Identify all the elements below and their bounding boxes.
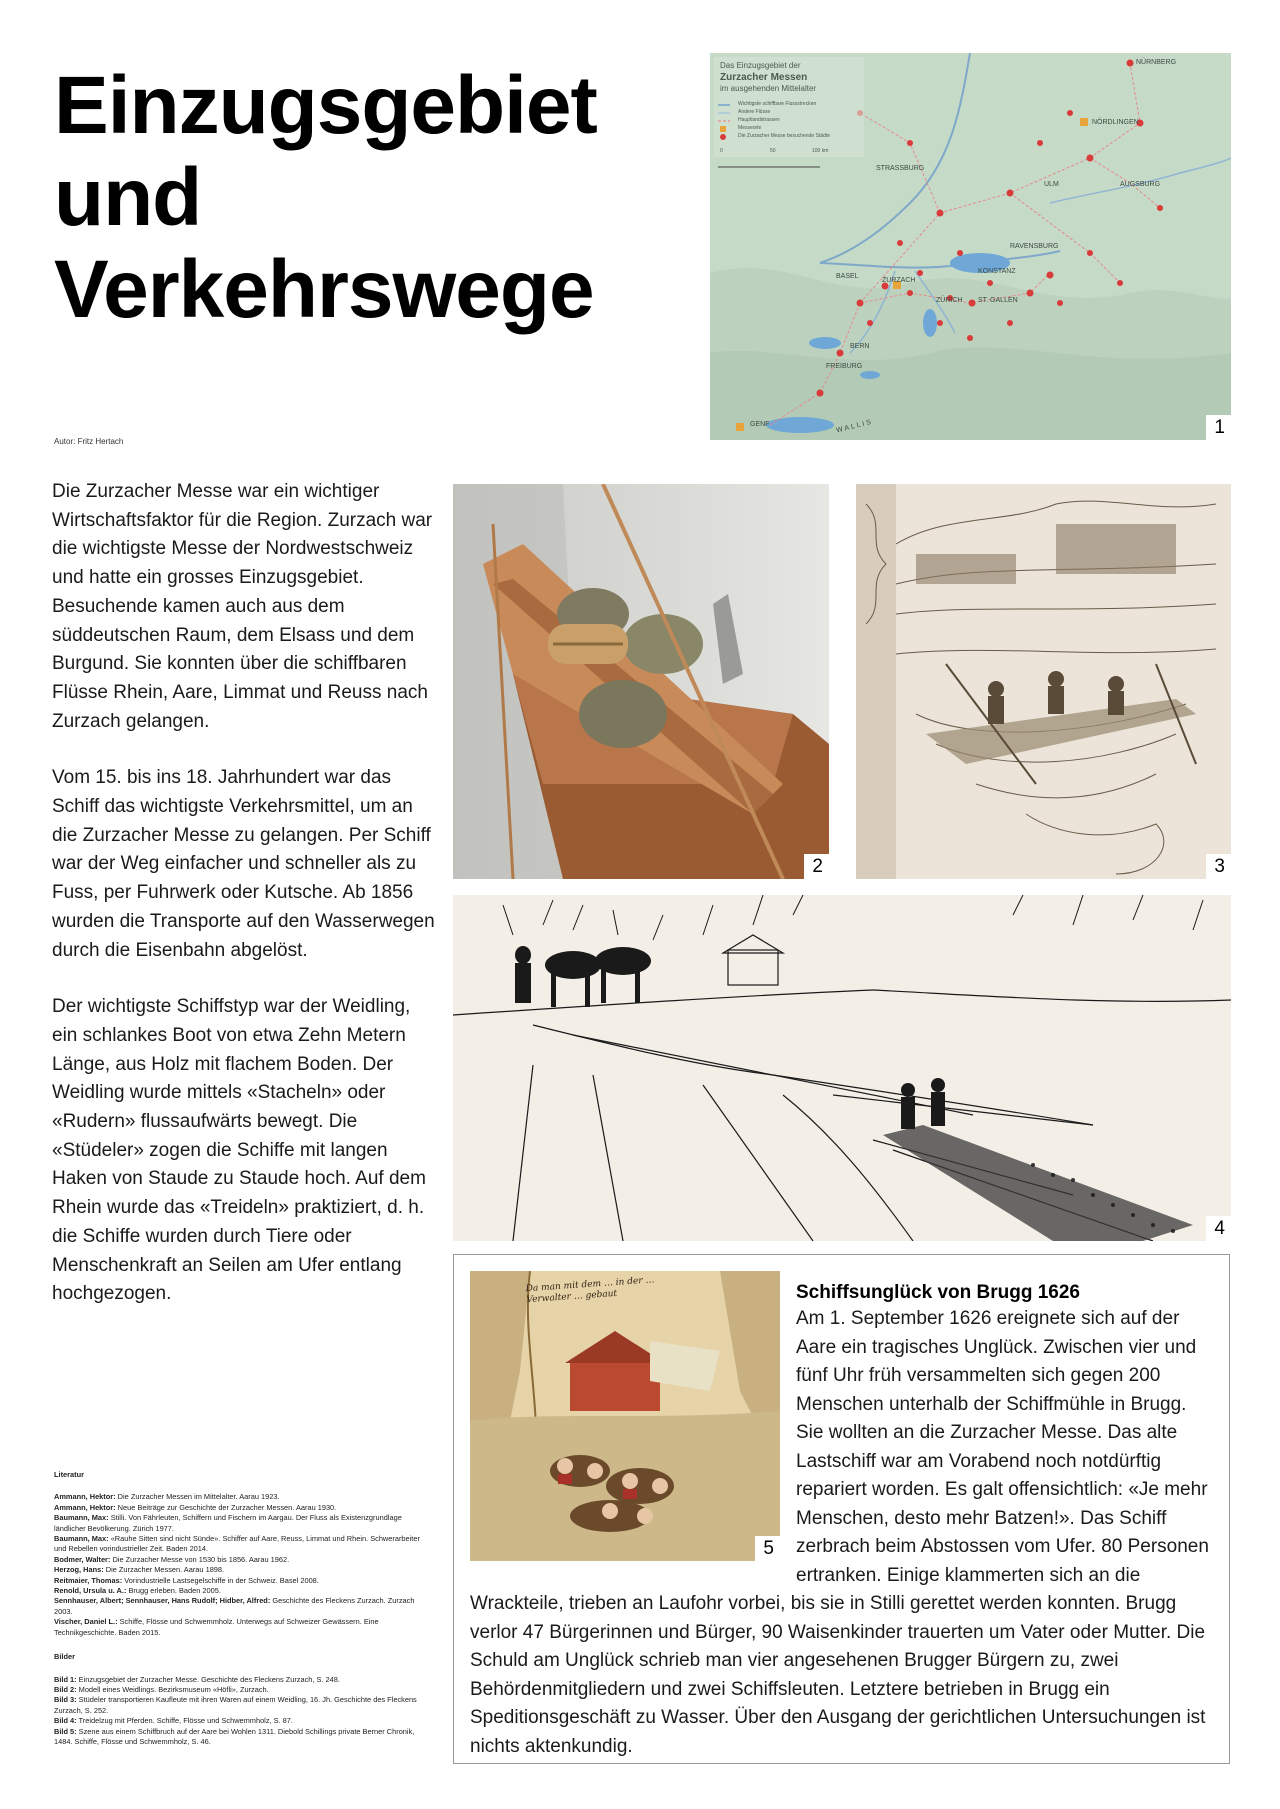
shipwreck-box — [453, 1254, 1230, 1764]
map-heading-sub: im ausgehenden Mittelalter — [720, 84, 817, 93]
bild-text: Modell eines Weidlings. Bezirksmuseum «Höfli», Zurzach. — [78, 1684, 269, 1694]
boat-model-illustration — [453, 484, 829, 879]
ref-text: Die Zurzacher Messe von 1530 bis 1856. Aarau 1962. — [112, 1554, 290, 1564]
figure-number: 4 — [1206, 1216, 1231, 1241]
literatur-item — [54, 1565, 426, 1575]
title-line-3: Verkehrswege — [54, 244, 594, 335]
city-label: KONSTANZ — [978, 268, 1016, 275]
author-credit: Autor: Fritz Hertach — [54, 437, 124, 446]
ref-text: Die Zurzacher Messen im Mittelalter. Aarau 1923. — [117, 1492, 280, 1502]
page-title — [54, 60, 597, 336]
map-heading-big: Zurzacher Messen — [720, 72, 808, 83]
ref-author: Sennhauser, Albert; Sennhauser, Hans Rudolf; Hidber, Alfred: — [54, 1596, 271, 1606]
boat-model-photo — [453, 484, 829, 879]
bild-label: Bild 2: — [54, 1684, 77, 1694]
city-label: WALLIS — [835, 418, 874, 435]
engraving-illustration — [856, 484, 1231, 879]
bild-label: Bild 3: — [54, 1695, 77, 1705]
literatur-list — [54, 1492, 426, 1638]
literatur-item — [54, 1555, 426, 1565]
bilder-item — [54, 1685, 426, 1695]
scale-label: 100 km — [812, 148, 829, 154]
scale-label: 0 — [720, 148, 723, 154]
city-label: RAVENSBURG — [1010, 243, 1059, 250]
chronicle-drawing — [470, 1271, 780, 1561]
literatur-item — [54, 1617, 426, 1638]
bilder-list — [54, 1675, 426, 1748]
map-city-labels — [710, 53, 1231, 440]
ref-text: «Rauhe Sitten sind nicht Sünde». Schiffer auf Aare, Reuss, Limmat und Rhein. Schwerarbeiter und Rebellen vorindustrieller Zeit. Baden 2014. — [54, 1534, 420, 1554]
chronicle-illustration — [470, 1271, 780, 1561]
title-line-1: Einzugsgebiet — [54, 60, 597, 151]
bild-label: Bild 1: — [54, 1674, 77, 1684]
scale-label: 50 — [770, 148, 776, 154]
bilder-item — [54, 1675, 426, 1685]
city-label: BASEL — [836, 273, 859, 280]
map-heading-small: Das Einzugsgebiet der — [720, 61, 801, 70]
body-paragraph-2: Vom 15. bis ins 18. Jahrhundert war das Schiff das wichtigste Verkehrsmittel, um an die Zurzacher Messe zu gelangen. Per Schiff war der Weg einfacher und schneller als zu Fuss, per Fuhrwerk oder Kutsche. Ab 1856 wurden die Transporte auf den Wasserwegen durch die Eisenbahn abgelöst. — [52, 767, 435, 961]
literatur-item — [54, 1576, 426, 1586]
literatur-item — [54, 1534, 426, 1555]
bild-text: Treidelzug mit Pferden. Schiffe, Flösse und Schwemmholz, S. 87. — [78, 1716, 293, 1726]
literatur-item — [54, 1503, 426, 1513]
ref-author: Ammann, Hektor: — [54, 1492, 116, 1502]
engraving-image — [856, 484, 1231, 879]
towing-sketch-illustration — [453, 895, 1231, 1241]
body-paragraph-1: Die Zurzacher Messe war ein wichtiger Wirtschaftsfaktor für die Region. Zurzach war die wichtigste Messe der Nordwestschweiz und hatte ein grosses Einzugsgebiet. Besuchende kamen auch aus dem süddeutschen Raum, dem Elsass und dem Burgund. Sie konnten über die schiffbaren Flüsse Rhein, Aare, Limmat und Reuss nach Zurzach gelangen. — [52, 481, 433, 732]
legend-item: Wichtigste schiffbare Flussstrecken — [738, 101, 817, 107]
references — [54, 1470, 426, 1747]
ref-author: Baumann, Max: — [54, 1513, 109, 1523]
city-label: STRASSBURG — [876, 165, 925, 172]
city-label: GENF — [750, 421, 770, 428]
legend-item: Andere Flüsse — [738, 109, 771, 115]
figure-number: 2 — [804, 854, 829, 879]
ref-text: Die Zurzacher Messen. Aarau 1898. — [105, 1565, 225, 1575]
ref-author: Ammann, Hektor: — [54, 1502, 116, 1512]
figure-number: 1 — [1206, 415, 1231, 440]
ref-text: Brugg erleben. Baden 2005. — [128, 1586, 221, 1596]
figure-number: 5 — [755, 1536, 780, 1561]
ref-text: Vorindustrielle Lastsegelschiffe in der Schweiz. Basel 2008. — [124, 1575, 319, 1585]
bild-text: Einzugsgebiet der Zurzacher Messe. Geschichte des Fleckens Zurzach, S. 248. — [78, 1674, 340, 1684]
city-label: ST. GALLEN — [978, 297, 1018, 304]
title-line-2: und — [54, 152, 202, 243]
city-label: ZÜRICH — [936, 297, 963, 304]
shipwreck-heading: Schiffsunglück von Brugg 1626 — [796, 1282, 1080, 1303]
city-label: NÖRDLINGEN — [1092, 119, 1139, 126]
ref-text: Schiffe, Flösse und Schwemmholz. Unterwegs auf Schweizer Gewässern. Eine Technikgeschichte. Baden 2015. — [54, 1617, 379, 1637]
literatur-item — [54, 1596, 426, 1617]
literatur-item — [54, 1586, 426, 1596]
body-paragraph-3: Der wichtigste Schiffstyp war der Weidling, ein schlankes Boot von etwa Zehn Metern Länge, aus Holz mit flachem Boden. Der Weidling wurde mittels «Stacheln» oder «Rudern» flussaufwärts bewegt. Die «Stüdeler» zogen die Schiffe mit langen Haken von Staude zu Staude hoch. Auf dem Rhein wurde das «Treideln» praktiziert, d. h. die Schiffe wurden durch Tiere oder Menschenkraft an Seilen am Ufer entlang hochgezogen. — [52, 996, 426, 1305]
bild-label: Bild 5: — [54, 1726, 77, 1736]
legend-item: Hauptlandstrassen — [738, 117, 780, 123]
ref-author: Herzog, Hans: — [54, 1565, 104, 1575]
ref-author: Vischer, Daniel L.: — [54, 1617, 118, 1627]
ref-author: Bodmer, Walter: — [54, 1554, 111, 1564]
city-label: ZURZACH — [882, 277, 916, 284]
shipwreck-paragraph: Am 1. September 1626 ereignete sich auf der Aare ein tragisches Unglück. Zwischen vier und fünf Uhr früh versammelten sich gegen 200 Menschen unterhalb der Schiffmühle in Brugg. Sie wollten an die Zurzacher Messe. Das alte Lastschiff war am Vorabend noch notdürftig repariert worden. Es galt offensichtlich: «Je mehr Menschen, desto mehr Batzen!». Das Schiff zerbrach beim Abstossen vom Ufer. 80 Personen ertranken. Einige klammerten sich an die Wrackteile, trieben an Laufohr vorbei, bis sie in Stilli gerettet werden konnten. Brugg verlor 47 Bürgerinnen und Bürger, 90 Waisenkinder trauerten um Vater oder Mutter. Die Schuld am Unglück schrieb man vier angesehenen Brugger Bürgern zu, zwei Behördenmitgliedern und zwei Schiffsleuten. Letztere betrieben in Brugg ein Speditionsgeschäft zu Wasser. Über den Ausgang der gerichtlichen Untersuchungen ist nichts aktenkundig. — [470, 1308, 1209, 1757]
ref-text: Geschichte des Fleckens Zurzach. Zurzach 2003. — [54, 1596, 415, 1616]
literatur-heading: Literatur — [54, 1470, 84, 1479]
city-label: NÜRNBERG — [1136, 59, 1177, 66]
figure-number: 3 — [1206, 854, 1231, 879]
bilder-item — [54, 1727, 426, 1748]
bild-text: Stüdeler transportieren Kaufleute mit ihren Waren auf einem Weidling, 16. Jh. Geschichte des Fleckens Zurzach, S. 252. — [54, 1695, 417, 1715]
city-label: AUGSBURG — [1120, 181, 1161, 188]
legend-item: Die Zurzacher Messe besuchende Städte — [738, 133, 830, 139]
city-label: FREIBURG — [826, 363, 863, 370]
ref-author: Reitmaier, Thomas: — [54, 1575, 123, 1585]
ref-author: Baumann, Max: — [54, 1534, 109, 1544]
bilder-item — [54, 1695, 426, 1716]
ref-author: Renold, Ursula u. A.: — [54, 1586, 127, 1596]
city-label: BERN — [850, 343, 870, 350]
map-figure — [710, 53, 1231, 440]
ref-text: Stilli. Von Fährleuten, Schiffern und Fischern im Aargau. Der Fluss als Existenzgrundlage ländlicher Bevölkerung. Zürich 1977. — [54, 1513, 402, 1533]
bilder-item — [54, 1716, 426, 1726]
ref-text: Neue Beiträge zur Geschichte der Zurzacher Messen. Aarau 1930. — [117, 1502, 337, 1512]
literatur-item — [54, 1492, 426, 1502]
legend-item: Messeorte — [738, 125, 762, 131]
bild-text: Szene aus einem Schiffbruch auf der Aare bei Wohlen 1311. Diebold Schillings private Berner Chronik, 1484. Schiffe, Flösse und Schwemmholz, S. 46. — [54, 1726, 415, 1746]
towing-sketch — [453, 895, 1231, 1241]
city-label: ULM — [1044, 181, 1059, 188]
bilder-heading: Bilder — [54, 1652, 75, 1662]
bild-label: Bild 4: — [54, 1716, 77, 1726]
body-text — [52, 478, 435, 1337]
literatur-item — [54, 1513, 426, 1534]
spacer — [54, 1638, 426, 1652]
chronicle-script: Da man mit dem … in der … Verwalter … gebaut — [525, 1275, 655, 1306]
